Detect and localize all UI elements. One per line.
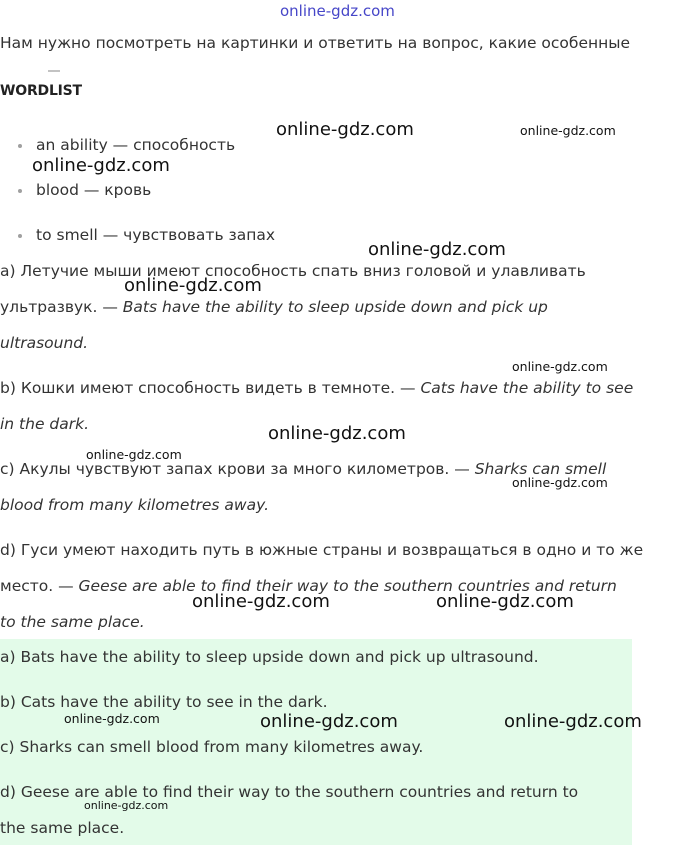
wordlist-item: blood — кровь <box>36 181 152 199</box>
paragraph-b-line2: in the dark. <box>0 415 90 433</box>
paragraph-d-line2: место. — Geese are able to find their way to the southern countries and return <box>0 577 617 595</box>
watermark: online-gdz.com <box>504 711 642 732</box>
intro-text: Нам нужно посмотреть на картинки и ответить на вопрос, какие особенные <box>0 34 631 52</box>
paragraph-a-line3: ultrasound. <box>0 334 89 352</box>
answer-d-line2: the same place. <box>0 819 125 837</box>
watermark: online-gdz.com <box>268 423 406 444</box>
bullet-icon <box>18 234 22 238</box>
paragraph-b-line1: b) Кошки имеют способность видеть в темноте. — Cats have the ability to see <box>0 379 634 397</box>
bullet-icon <box>18 144 22 148</box>
watermark: online-gdz.com <box>276 119 414 140</box>
wordlist-item: to smell — чувствовать запах <box>36 226 276 244</box>
watermark: online-gdz.com <box>32 155 170 176</box>
watermark: online-gdz.com <box>436 591 574 612</box>
site-header-link[interactable]: online-gdz.com <box>280 2 395 20</box>
watermark: online-gdz.com <box>192 591 330 612</box>
watermark: online-gdz.com <box>84 799 169 812</box>
bullet-icon <box>18 189 22 193</box>
wordlist-item: an ability — способность <box>36 136 236 154</box>
paragraph-d-line3: to the same place. <box>0 613 145 631</box>
paragraph-d-line1: d) Гуси умеют находить путь в южные страны и возвращаться в одно и то же <box>0 541 644 559</box>
watermark: online-gdz.com <box>260 711 398 732</box>
watermark: online-gdz.com <box>64 711 160 726</box>
watermark: online-gdz.com <box>124 275 262 296</box>
answer-a: a) Bats have the ability to sleep upside down and pick up ultrasound. <box>0 648 539 666</box>
paragraph-a-line2: ультразвук. — Bats have the ability to sleep upside down and pick up <box>0 298 548 316</box>
watermark: online-gdz.com <box>368 239 506 260</box>
watermark: online-gdz.com <box>512 359 608 374</box>
paragraph-c-line2: blood from many kilometres away. <box>0 496 270 514</box>
wordlist-title: WORDLIST <box>0 83 82 99</box>
answer-c: c) Sharks can smell blood from many kilometres away. <box>0 738 424 756</box>
answer-b: b) Cats have the ability to see in the dark. <box>0 693 328 711</box>
paragraph-c-line1: c) Акулы чувствуют запах крови за много километров. — Sharks can smell <box>0 460 607 478</box>
watermark: online-gdz.com <box>520 123 616 138</box>
watermark: online-gdz.com <box>86 447 182 462</box>
cropped-text-fragment <box>48 64 60 72</box>
answer-d-line1: d) Geese are able to find their way to the southern countries and return to <box>0 783 579 801</box>
watermark: online-gdz.com <box>512 475 608 490</box>
paragraph-a-line1: a) Летучие мыши имеют способность спать вниз головой и улавливать <box>0 262 586 280</box>
